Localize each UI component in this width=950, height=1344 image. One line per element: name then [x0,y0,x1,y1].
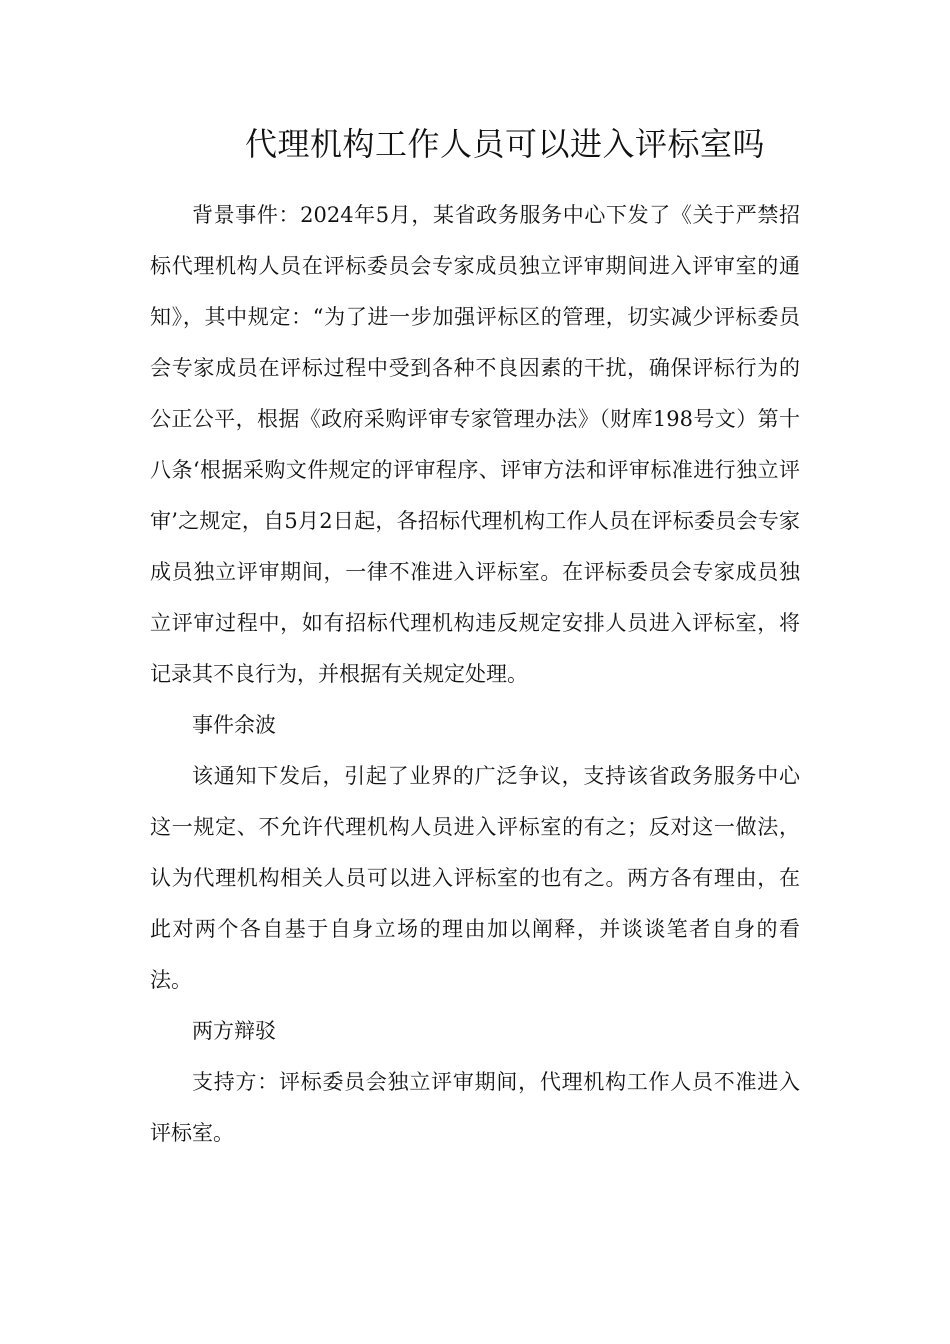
paragraph-heading-aftermath: 事件余波 [192,713,276,737]
paragraph-background-event: 背景事件：2024年5月，某省政务服务中心下发了《关于严禁招标代理机构人员在评标委员会专家成员独立评审期间进入评审室的通知》，其中规定：“为了进一步加强评标区的管理，切实减少评标委员会专家成员在评标过程中受到各种不良因素的干扰，确保评标行为的公正公平，根据《政府采购评审专家管理办法》（财库198号文）第十八条‘根据采购文件规定的评审程序、评审方法和评审标准进行独立评审’之规定，自5月2日起，各招标代理机构工作人员在评标委员会专家成员独立评审期间，一律不准进入评标室。在评标委员会专家成员独立评审过程中，如有招标代理机构违反规定安排人员进入评标室，将记录其不良行为，并根据有关规定处理。 [150,203,800,686]
paragraph-supporters: 支持方：评标委员会独立评审期间，代理机构工作人员不准进入评标室。 [150,1070,800,1145]
paragraph-heading-debate: 两方辩驳 [192,1019,276,1043]
paragraph-aftermath: 该通知下发后，引起了业界的广泛争议，支持该省政务服务中心这一规定、不允许代理机构人员进入评标室的有之；反对这一做法，认为代理机构相关人员可以进入评标室的也有之。两方各有理由，在此对两个各自基于自身立场的理由加以阐释，并谈谈笔者自身的看法。 [150,764,800,992]
document-body [150,190,800,1159]
document-title: 代理机构工作人员可以进入评标室吗 [244,125,765,163]
